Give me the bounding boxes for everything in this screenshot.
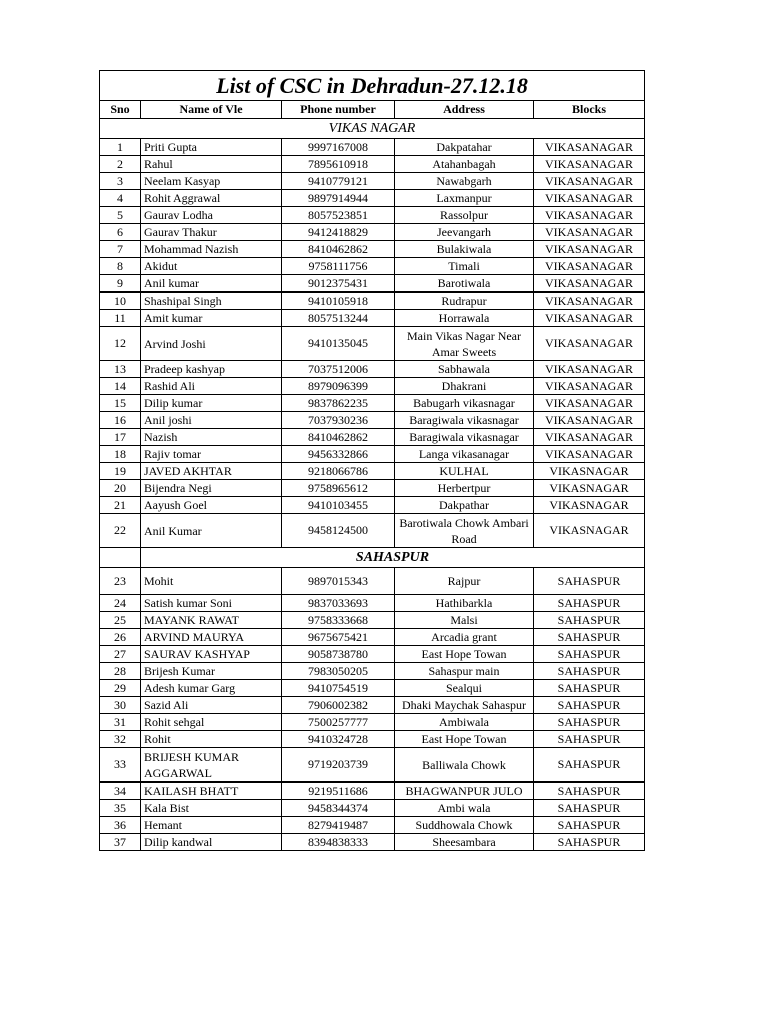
table-row	[100, 663, 645, 680]
cell-phone: 7895610918	[282, 156, 395, 173]
cell-name: Brijesh Kumar	[141, 663, 282, 680]
cell-name: MAYANK RAWAT	[141, 612, 282, 629]
cell-phone: 9412418829	[282, 224, 395, 241]
cell-phone: 7037512006	[282, 361, 395, 378]
cell-phone: 8394838333	[282, 834, 395, 851]
cell-block: VIKASANAGAR	[534, 395, 645, 412]
cell-sno: 37	[100, 834, 141, 851]
table-row	[100, 697, 645, 714]
header-row	[100, 101, 645, 119]
table-row	[100, 800, 645, 817]
cell-name: KAILASH BHATT	[141, 782, 282, 800]
cell-phone: 8057523851	[282, 207, 395, 224]
cell-phone: 9219511686	[282, 782, 395, 800]
cell-name: Nazish	[141, 429, 282, 446]
table-row	[100, 629, 645, 646]
table-row	[100, 612, 645, 629]
cell-name: Anil joshi	[141, 412, 282, 429]
header-phone: Phone number	[282, 101, 395, 119]
cell-block: SAHASPUR	[534, 714, 645, 731]
cell-block: VIKASANAGAR	[534, 275, 645, 293]
cell-sno: 11	[100, 310, 141, 327]
cell-phone: 9458124500	[282, 514, 395, 548]
cell-name: Mohit	[141, 568, 282, 595]
header-address: Address	[395, 101, 534, 119]
cell-block: VIKASANAGAR	[534, 241, 645, 258]
cell-block: SAHASPUR	[534, 595, 645, 612]
cell-address: Rajpur	[395, 568, 534, 595]
cell-block: VIKASANAGAR	[534, 292, 645, 310]
cell-block: VIKASNAGAR	[534, 480, 645, 497]
cell-phone: 9997167008	[282, 139, 395, 156]
table-row	[100, 292, 645, 310]
cell-block: SAHASPUR	[534, 817, 645, 834]
cell-sno: 33	[100, 748, 141, 783]
header-blocks: Blocks	[534, 101, 645, 119]
table-row	[100, 680, 645, 697]
title-row	[100, 71, 645, 101]
cell-sno: 4	[100, 190, 141, 207]
cell-phone: 7983050205	[282, 663, 395, 680]
table-row	[100, 173, 645, 190]
cell-phone: 9675675421	[282, 629, 395, 646]
table-row	[100, 568, 645, 595]
table-row	[100, 429, 645, 446]
cell-phone: 9719203739	[282, 748, 395, 783]
cell-address: Sabhawala	[395, 361, 534, 378]
cell-block: VIKASANAGAR	[534, 258, 645, 275]
cell-sno: 1	[100, 139, 141, 156]
cell-name: Rohit Aggrawal	[141, 190, 282, 207]
cell-address: Herbertpur	[395, 480, 534, 497]
cell-phone: 9897015343	[282, 568, 395, 595]
cell-address: Timali	[395, 258, 534, 275]
cell-block: SAHASPUR	[534, 800, 645, 817]
cell-address: East Hope Towan	[395, 646, 534, 663]
cell-sno: 15	[100, 395, 141, 412]
cell-address: Hathibarkla	[395, 595, 534, 612]
table-row	[100, 714, 645, 731]
cell-address: Dakpatahar	[395, 139, 534, 156]
cell-address: East Hope Towan	[395, 731, 534, 748]
cell-name: Pradeep kashyap	[141, 361, 282, 378]
cell-name: Akidut	[141, 258, 282, 275]
csc-list-sheet	[99, 70, 644, 851]
cell-block: VIKASANAGAR	[534, 156, 645, 173]
cell-sno: 25	[100, 612, 141, 629]
table-row	[100, 463, 645, 480]
cell-phone: 9410105918	[282, 292, 395, 310]
table-row	[100, 834, 645, 851]
header-name: Name of Vle	[141, 101, 282, 119]
cell-block: VIKASANAGAR	[534, 190, 645, 207]
cell-phone: 9758965612	[282, 480, 395, 497]
cell-sno: 17	[100, 429, 141, 446]
cell-address: Babugarh vikasnagar	[395, 395, 534, 412]
cell-name: Rashid Ali	[141, 378, 282, 395]
cell-name: Anil Kumar	[141, 514, 282, 548]
section-row	[100, 548, 645, 568]
cell-sno: 9	[100, 275, 141, 293]
cell-sno: 19	[100, 463, 141, 480]
cell-phone: 8410462862	[282, 429, 395, 446]
cell-phone: 9410324728	[282, 731, 395, 748]
cell-address: Langa vikasanagar	[395, 446, 534, 463]
cell-name: BRIJESH KUMAR AGGARWAL	[141, 748, 282, 783]
cell-phone: 9897914944	[282, 190, 395, 207]
cell-address: Nawabgarh	[395, 173, 534, 190]
cell-name: Rajiv tomar	[141, 446, 282, 463]
cell-block: SAHASPUR	[534, 629, 645, 646]
cell-address: Baragiwala vikasnagar	[395, 429, 534, 446]
cell-address: Jeevangarh	[395, 224, 534, 241]
cell-address: Main Vikas Nagar Near Amar Sweets	[395, 327, 534, 361]
cell-block: SAHASPUR	[534, 782, 645, 800]
cell-phone: 9410779121	[282, 173, 395, 190]
table-row	[100, 446, 645, 463]
cell-name: Adesh kumar Garg	[141, 680, 282, 697]
cell-name: Rohit	[141, 731, 282, 748]
cell-address: Suddhowala Chowk	[395, 817, 534, 834]
cell-block: VIKASNAGAR	[534, 463, 645, 480]
cell-block: VIKASANAGAR	[534, 429, 645, 446]
cell-name: SAURAV KASHYAP	[141, 646, 282, 663]
cell-name: Kala Bist	[141, 800, 282, 817]
table-row	[100, 514, 645, 548]
cell-address: Dakpathar	[395, 497, 534, 514]
cell-name: Anil kumar	[141, 275, 282, 293]
table-row	[100, 139, 645, 156]
cell-sno: 2	[100, 156, 141, 173]
cell-block: VIKASANAGAR	[534, 310, 645, 327]
cell-sno: 23	[100, 568, 141, 595]
cell-phone: 7037930236	[282, 412, 395, 429]
cell-address: Dhaki Maychak Sahaspur	[395, 697, 534, 714]
cell-address: Baragiwala vikasnagar	[395, 412, 534, 429]
cell-sno: 8	[100, 258, 141, 275]
cell-sno: 28	[100, 663, 141, 680]
cell-block: SAHASPUR	[534, 731, 645, 748]
cell-phone: 9456332866	[282, 446, 395, 463]
cell-address: KULHAL	[395, 463, 534, 480]
cell-name: Shashipal Singh	[141, 292, 282, 310]
cell-address: Balliwala Chowk	[395, 748, 534, 783]
cell-block: VIKASANAGAR	[534, 224, 645, 241]
cell-sno: 13	[100, 361, 141, 378]
cell-sno: 10	[100, 292, 141, 310]
cell-sno: 24	[100, 595, 141, 612]
section-heading: VIKAS NAGAR	[100, 119, 645, 139]
cell-name: Dilip kandwal	[141, 834, 282, 851]
table-row	[100, 156, 645, 173]
cell-address: Ambiwala	[395, 714, 534, 731]
cell-block: VIKASANAGAR	[534, 446, 645, 463]
table-row	[100, 241, 645, 258]
cell-sno: 16	[100, 412, 141, 429]
cell-phone: 8410462862	[282, 241, 395, 258]
cell-phone: 7906002382	[282, 697, 395, 714]
table-row	[100, 258, 645, 275]
cell-phone: 9837862235	[282, 395, 395, 412]
cell-sno: 26	[100, 629, 141, 646]
cell-block: SAHASPUR	[534, 680, 645, 697]
cell-address: Laxmanpur	[395, 190, 534, 207]
cell-address: Ambi wala	[395, 800, 534, 817]
cell-name: Bijendra Negi	[141, 480, 282, 497]
table-row	[100, 595, 645, 612]
cell-phone: 9012375431	[282, 275, 395, 293]
csc-table-body	[100, 71, 645, 851]
header-sno: Sno	[100, 101, 141, 119]
cell-name: Rahul	[141, 156, 282, 173]
cell-sno: 21	[100, 497, 141, 514]
cell-block: SAHASPUR	[534, 568, 645, 595]
cell-block: VIKASANAGAR	[534, 173, 645, 190]
cell-block: VIKASANAGAR	[534, 361, 645, 378]
cell-phone: 9458344374	[282, 800, 395, 817]
cell-address: Sheesambara	[395, 834, 534, 851]
cell-address: Bulakiwala	[395, 241, 534, 258]
cell-block: VIKASNAGAR	[534, 514, 645, 548]
cell-phone: 9218066786	[282, 463, 395, 480]
cell-sno: 32	[100, 731, 141, 748]
cell-name: ARVIND MAURYA	[141, 629, 282, 646]
table-row	[100, 275, 645, 293]
cell-address: Atahanbagah	[395, 156, 534, 173]
cell-block: VIKASANAGAR	[534, 139, 645, 156]
cell-phone: 8057513244	[282, 310, 395, 327]
cell-address: Rassolpur	[395, 207, 534, 224]
cell-address: Barotiwala Chowk Ambari Road	[395, 514, 534, 548]
cell-block: VIKASANAGAR	[534, 327, 645, 361]
cell-phone: 7500257777	[282, 714, 395, 731]
cell-name: Satish kumar Soni	[141, 595, 282, 612]
table-row	[100, 378, 645, 395]
cell-phone: 9410135045	[282, 327, 395, 361]
table-row	[100, 480, 645, 497]
cell-phone: 9837033693	[282, 595, 395, 612]
cell-name: Gaurav Thakur	[141, 224, 282, 241]
cell-name: Hemant	[141, 817, 282, 834]
cell-block: VIKASANAGAR	[534, 207, 645, 224]
table-row	[100, 361, 645, 378]
table-row	[100, 190, 645, 207]
cell-block: VIKASNAGAR	[534, 497, 645, 514]
table-row	[100, 731, 645, 748]
cell-sno: 3	[100, 173, 141, 190]
cell-block: SAHASPUR	[534, 697, 645, 714]
table-row	[100, 646, 645, 663]
cell-sno: 12	[100, 327, 141, 361]
cell-sno: 34	[100, 782, 141, 800]
cell-phone: 8279419487	[282, 817, 395, 834]
cell-address: BHAGWANPUR JULO	[395, 782, 534, 800]
cell-address: Rudrapur	[395, 292, 534, 310]
cell-block: SAHASPUR	[534, 748, 645, 783]
cell-name: Dilip kumar	[141, 395, 282, 412]
table-row	[100, 310, 645, 327]
table-row	[100, 817, 645, 834]
table-row	[100, 224, 645, 241]
table-row	[100, 782, 645, 800]
cell-address: Arcadia grant	[395, 629, 534, 646]
cell-block: SAHASPUR	[534, 612, 645, 629]
cell-phone: 8979096399	[282, 378, 395, 395]
cell-block: SAHASPUR	[534, 834, 645, 851]
cell-address: Malsi	[395, 612, 534, 629]
table-row	[100, 412, 645, 429]
cell-sno: 27	[100, 646, 141, 663]
cell-sno: 18	[100, 446, 141, 463]
cell-address: Sealqui	[395, 680, 534, 697]
table-row	[100, 497, 645, 514]
page-title: List of CSC in Dehradun-27.12.18	[100, 71, 645, 101]
cell-name: Arvind Joshi	[141, 327, 282, 361]
cell-name: Sazid Ali	[141, 697, 282, 714]
cell-address: Sahaspur main	[395, 663, 534, 680]
cell-phone: 9410754519	[282, 680, 395, 697]
cell-block: VIKASANAGAR	[534, 412, 645, 429]
cell-name: Priti Gupta	[141, 139, 282, 156]
cell-block: SAHASPUR	[534, 646, 645, 663]
table-row	[100, 327, 645, 361]
cell-sno: 35	[100, 800, 141, 817]
cell-sno: 20	[100, 480, 141, 497]
cell-sno: 7	[100, 241, 141, 258]
cell-block: VIKASANAGAR	[534, 378, 645, 395]
cell-address: Horrawala	[395, 310, 534, 327]
table-row	[100, 395, 645, 412]
cell-sno: 6	[100, 224, 141, 241]
cell-sno: 29	[100, 680, 141, 697]
cell-phone: 9410103455	[282, 497, 395, 514]
table-row	[100, 207, 645, 224]
cell-sno: 31	[100, 714, 141, 731]
cell-sno: 36	[100, 817, 141, 834]
cell-name: Mohammad Nazish	[141, 241, 282, 258]
cell-name: Amit kumar	[141, 310, 282, 327]
cell-phone: 9758111756	[282, 258, 395, 275]
section-row	[100, 119, 645, 139]
cell-sno: 30	[100, 697, 141, 714]
cell-address: Dhakrani	[395, 378, 534, 395]
cell-address: Barotiwala	[395, 275, 534, 293]
cell-block: SAHASPUR	[534, 663, 645, 680]
cell-phone: 9758333668	[282, 612, 395, 629]
cell-phone: 9058738780	[282, 646, 395, 663]
cell-sno: 14	[100, 378, 141, 395]
section-blank-cell	[100, 548, 141, 568]
csc-table	[99, 70, 645, 851]
cell-name: JAVED AKHTAR	[141, 463, 282, 480]
table-row	[100, 748, 645, 783]
cell-sno: 5	[100, 207, 141, 224]
cell-sno: 22	[100, 514, 141, 548]
cell-name: Aayush Goel	[141, 497, 282, 514]
cell-name: Gaurav Lodha	[141, 207, 282, 224]
cell-name: Neelam Kasyap	[141, 173, 282, 190]
cell-name: Rohit sehgal	[141, 714, 282, 731]
section-heading: SAHASPUR	[141, 548, 645, 568]
